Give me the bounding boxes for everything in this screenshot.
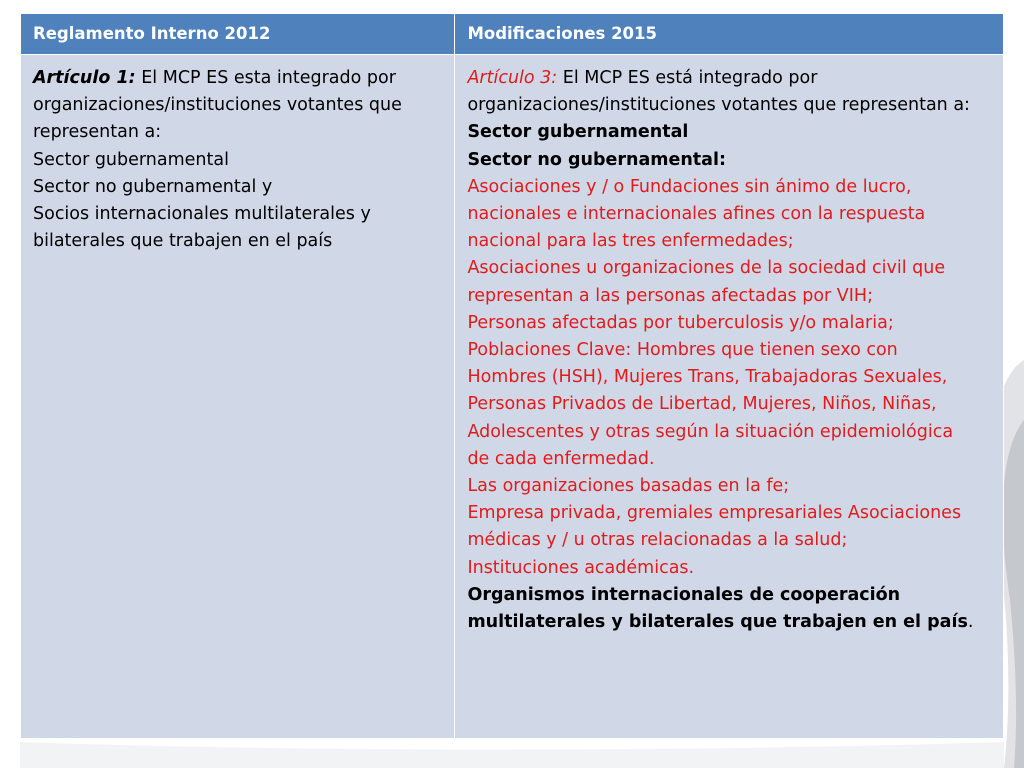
left-article-line	[33, 65, 446, 92]
cell-reglamento-2012	[21, 55, 455, 739]
right-red-line: Adolescentes y otras según la situación epidemiológica	[467, 421, 954, 442]
table-header-row	[21, 14, 1004, 55]
table-row	[21, 55, 1004, 739]
right-closing-line: Organismos internacionales de cooperación	[467, 584, 901, 605]
right-red-line: Asociaciones u organizaciones de la sociedad civil que	[467, 258, 946, 279]
right-red-line: de cada enfermedad.	[467, 448, 655, 469]
right-red-line: Personas afectadas por tuberculosis y/o malaria;	[467, 312, 894, 333]
right-closing-line-wrapper	[467, 609, 995, 636]
right-closing-period: .	[967, 612, 974, 633]
right-red-line: Empresa privada, gremiales empresariales Asociaciones	[467, 503, 962, 524]
left-line: Sector no gubernamental y	[33, 176, 273, 197]
right-red-line: médicas y / u otras relacionadas a la salud;	[467, 530, 848, 551]
right-red-line: Poblaciones Clave: Hombres que tienen sexo con	[467, 340, 898, 361]
left-line: bilaterales que trabajen en el país	[33, 231, 333, 252]
cell-modificaciones-2015	[455, 55, 1004, 739]
right-bold-line: Sector no gubernamental:	[467, 149, 726, 170]
right-red-line: Instituciones académicas.	[467, 557, 695, 578]
right-closing-line: multilaterales y bilaterales que trabajen en el país	[467, 612, 968, 633]
left-line: El MCP ES esta integrado por	[135, 68, 396, 88]
right-red-line: Hombres (HSH), Mujeres Trans, Trabajadoras Sexuales,	[467, 367, 948, 388]
right-red-line: Personas Privados de Libertad, Mujeres, Niños, Niñas,	[467, 394, 937, 415]
right-intro-line: El MCP ES está integrado por	[557, 68, 818, 88]
right-article-label: Artículo 3:	[467, 68, 558, 88]
right-bold-line: Sector gubernamental	[467, 122, 689, 143]
right-red-line: representan a las personas afectadas por VIH;	[467, 285, 873, 306]
right-red-line: Asociaciones y / o Fundaciones sin ánimo de lucro,	[467, 176, 912, 197]
right-red-line: nacionales e internacionales afines con la respuesta	[467, 204, 926, 225]
left-line: organizaciones/instituciones votantes que	[33, 95, 402, 116]
header-reglamento-2012: Reglamento Interno 2012	[21, 14, 455, 55]
comparison-table	[20, 13, 1004, 739]
right-article-line	[467, 65, 995, 92]
header-modificaciones-2015: Modificaciones 2015	[455, 14, 1004, 55]
left-article-label: Artículo 1:	[33, 68, 136, 88]
left-line: representan a:	[33, 122, 162, 143]
right-red-line: nacional para las tres enfermedades;	[467, 231, 794, 252]
right-red-line: Las organizaciones basadas en la fe;	[467, 476, 790, 497]
left-line: Sector gubernamental	[33, 149, 229, 170]
left-line: Socios internacionales multilaterales y	[33, 204, 371, 225]
right-intro-line: organizaciones/instituciones votantes que representan a:	[467, 95, 970, 116]
